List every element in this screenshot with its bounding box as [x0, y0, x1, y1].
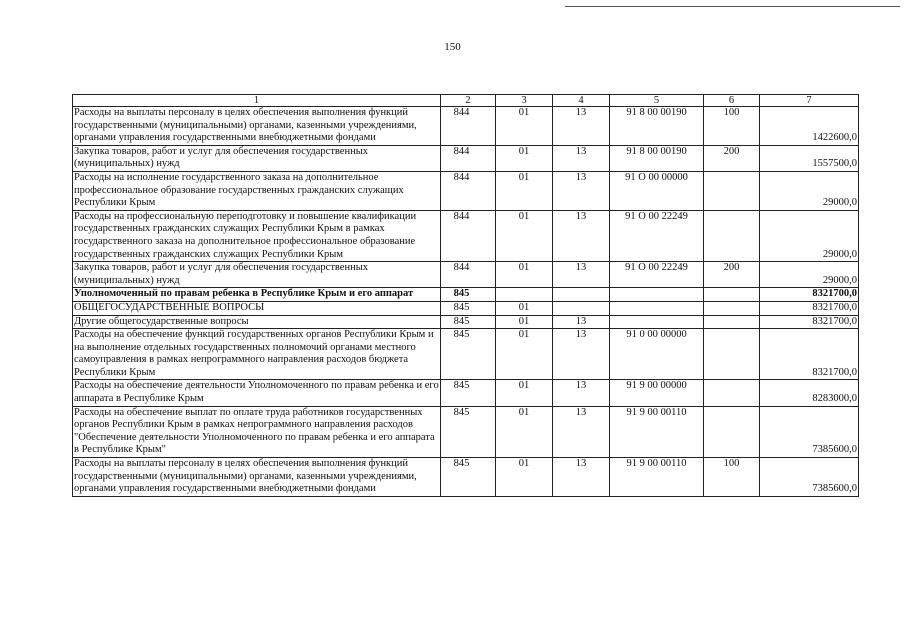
cell-name: Расходы на выплаты персоналу в целях обеспечения выполнения функций государственными (муниципальными) органами, казенными учреждениями, органами управления государственными внебюджетными фондами	[73, 458, 441, 497]
cell-rz: 01	[496, 406, 553, 457]
table-row	[73, 301, 859, 315]
cell-ved: 845	[441, 406, 496, 457]
cell-vr	[704, 288, 760, 302]
cell-ved: 844	[441, 262, 496, 288]
cell-pr	[553, 301, 610, 315]
header-col-7: 7	[760, 95, 859, 107]
table-row	[73, 315, 859, 329]
header-col-1: 1	[73, 95, 441, 107]
header-col-6: 6	[704, 95, 760, 107]
table-row	[73, 458, 859, 497]
cell-csr: 91 9 00 00000	[610, 380, 704, 406]
cell-name: ОБЩЕГОСУДАРСТВЕННЫЕ ВОПРОСЫ	[73, 301, 441, 315]
table-row	[73, 145, 859, 171]
cell-csr	[610, 315, 704, 329]
cell-sum: 8321700,0	[760, 329, 859, 380]
cell-csr	[610, 288, 704, 302]
cell-ved: 845	[441, 380, 496, 406]
cell-csr: 91 9 00 00110	[610, 406, 704, 457]
cell-pr: 13	[553, 107, 610, 146]
header-col-5: 5	[610, 95, 704, 107]
cell-vr	[704, 329, 760, 380]
cell-pr	[553, 288, 610, 302]
cell-rz: 01	[496, 107, 553, 146]
cell-ved: 845	[441, 329, 496, 380]
cell-ved: 845	[441, 301, 496, 315]
cell-pr: 13	[553, 329, 610, 380]
cell-rz: 01	[496, 458, 553, 497]
page-number: 150	[444, 41, 461, 53]
cell-ved: 845	[441, 458, 496, 497]
cell-csr: 91 8 00 00190	[610, 107, 704, 146]
cell-sum: 8283000,0	[760, 380, 859, 406]
cell-pr: 13	[553, 315, 610, 329]
cell-csr: 91 О 00 00000	[610, 171, 704, 210]
cell-rz: 01	[496, 315, 553, 329]
cell-ved: 844	[441, 171, 496, 210]
cell-csr: 91 9 00 00110	[610, 458, 704, 497]
header-col-2: 2	[441, 95, 496, 107]
cell-vr: 100	[704, 107, 760, 146]
cell-pr: 13	[553, 262, 610, 288]
cell-sum: 7385600,0	[760, 458, 859, 497]
table-row	[73, 329, 859, 380]
cell-vr: 200	[704, 145, 760, 171]
cell-sum: 1422600,0	[760, 107, 859, 146]
table-row	[73, 262, 859, 288]
cell-sum: 8321700,0	[760, 288, 859, 302]
header-rule	[565, 6, 900, 7]
cell-sum: 29000,0	[760, 210, 859, 261]
cell-csr: 91 0 00 00000	[610, 329, 704, 380]
cell-pr: 13	[553, 380, 610, 406]
cell-vr	[704, 171, 760, 210]
cell-name: Расходы на обеспечение деятельности Уполномоченного по правам ребенка и его аппарата в Республике Крым	[73, 380, 441, 406]
cell-pr: 13	[553, 171, 610, 210]
cell-name: Расходы на выплаты персоналу в целях обеспечения выполнения функций государственными (муниципальными) органами, казенными учреждениями, органами управления государственными внебюджетными фондами	[73, 107, 441, 146]
cell-rz: 01	[496, 329, 553, 380]
header-col-4: 4	[553, 95, 610, 107]
cell-pr: 13	[553, 406, 610, 457]
cell-pr: 13	[553, 210, 610, 261]
cell-csr: 91 О 00 22249	[610, 210, 704, 261]
cell-vr	[704, 380, 760, 406]
cell-name: Расходы на обеспечение выплат по оплате труда работников государственных органов Республики Крым в рамках непрограммного направления расходов "Обеспечение деятельности Уполномоченного по правам ребенка и его аппарата в Республике Крым"	[73, 406, 441, 457]
cell-name: Расходы на профессиональную переподготовку и повышение квалификации государственных гражданских служащих Республики Крым в рамках государственного заказа на дополнительное профессиональное образование государственных гражданских служащих Республики Крым	[73, 210, 441, 261]
cell-rz	[496, 288, 553, 302]
cell-vr: 100	[704, 458, 760, 497]
cell-rz: 01	[496, 210, 553, 261]
cell-sum: 8321700,0	[760, 301, 859, 315]
cell-vr	[704, 315, 760, 329]
cell-name: Закупка товаров, работ и услуг для обеспечения государственных (муниципальных) нужд	[73, 262, 441, 288]
cell-pr: 13	[553, 458, 610, 497]
cell-rz: 01	[496, 262, 553, 288]
cell-name: Уполномоченный по правам ребенка в Республике Крым и его аппарат	[73, 288, 441, 302]
table-row	[73, 171, 859, 210]
cell-name: Закупка товаров, работ и услуг для обеспечения государственных (муниципальных) нужд	[73, 145, 441, 171]
cell-sum: 29000,0	[760, 262, 859, 288]
cell-sum: 29000,0	[760, 171, 859, 210]
cell-sum: 1557500,0	[760, 145, 859, 171]
table-header-row	[73, 95, 859, 107]
cell-name: Другие общегосударственные вопросы	[73, 315, 441, 329]
header-col-3: 3	[496, 95, 553, 107]
cell-ved: 845	[441, 315, 496, 329]
budget-table	[72, 94, 859, 497]
cell-rz: 01	[496, 145, 553, 171]
cell-ved: 845	[441, 288, 496, 302]
cell-name: Расходы на исполнение государственного заказа на дополнительное профессиональное образование государственных гражданских служащих Республики Крым	[73, 171, 441, 210]
cell-ved: 844	[441, 210, 496, 261]
cell-vr	[704, 406, 760, 457]
cell-sum: 8321700,0	[760, 315, 859, 329]
cell-rz: 01	[496, 301, 553, 315]
cell-csr: 91 8 00 00190	[610, 145, 704, 171]
table-row	[73, 288, 859, 302]
cell-vr	[704, 301, 760, 315]
cell-csr	[610, 301, 704, 315]
cell-rz: 01	[496, 171, 553, 210]
cell-vr: 200	[704, 262, 760, 288]
table-row	[73, 406, 859, 457]
cell-pr: 13	[553, 145, 610, 171]
cell-rz: 01	[496, 380, 553, 406]
table-row	[73, 107, 859, 146]
table-row	[73, 210, 859, 261]
cell-ved: 844	[441, 145, 496, 171]
table-row	[73, 380, 859, 406]
cell-name: Расходы на обеспечение функций государственных органов Республики Крым и на выполнение отдельных государственных полномочий органами местного самоуправления в рамках непрограммного направления расходов бюджета Республики Крым	[73, 329, 441, 380]
cell-sum: 7385600,0	[760, 406, 859, 457]
cell-ved: 844	[441, 107, 496, 146]
cell-csr: 91 О 00 22249	[610, 262, 704, 288]
cell-vr	[704, 210, 760, 261]
